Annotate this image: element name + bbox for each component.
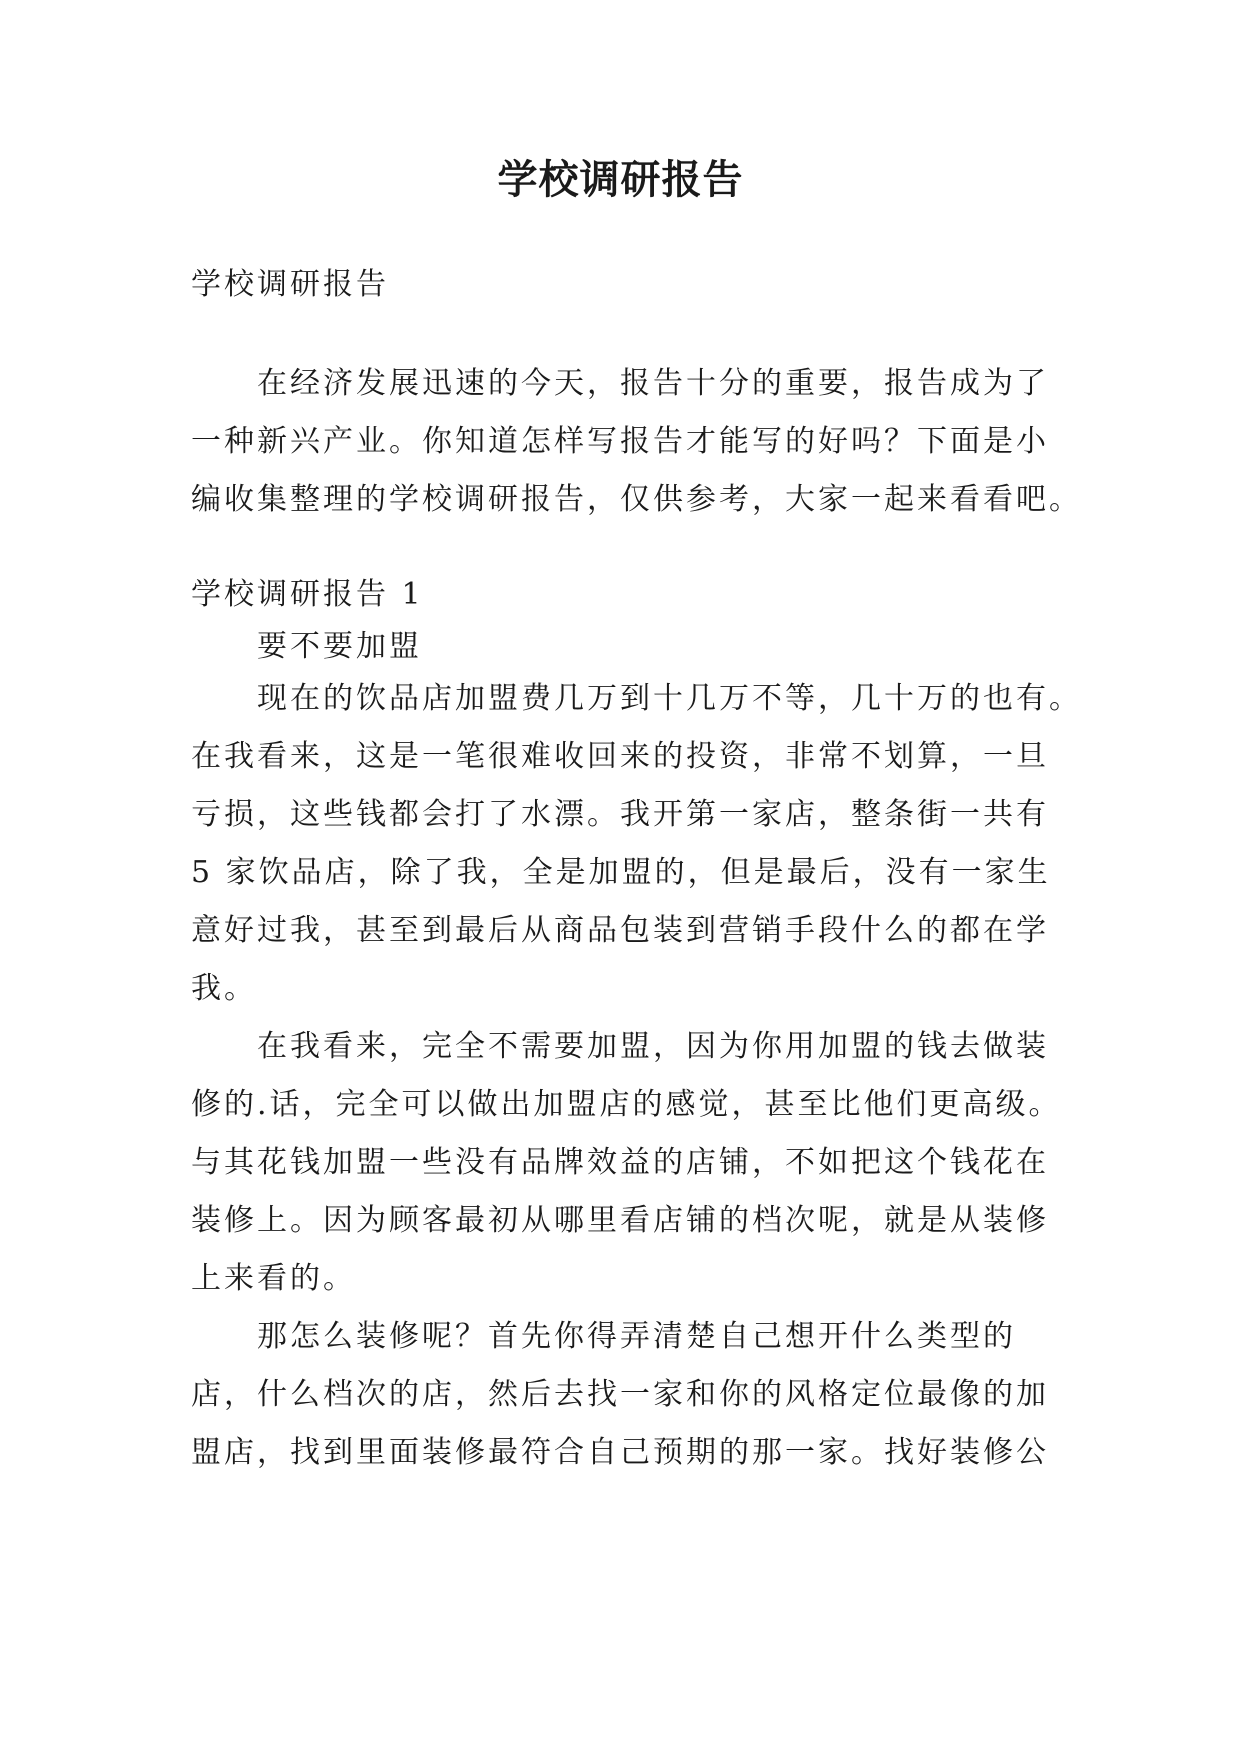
body-paragraph-2 (191, 1018, 1071, 1308)
intro-line: 一种新兴产业。你知道怎样写报告才能写的好吗？下面是小 (191, 424, 1049, 459)
paragraph-line: 在我看来，完全不需要加盟，因为你用加盟的钱去做装 (257, 1029, 1049, 1064)
paragraph-line: 现在的饮品店加盟费几万到十几万不等，几十万的也有。 (257, 681, 1082, 716)
paragraph-line: 在我看来，这是一笔很难收回来的投资，非常不划算，一旦 (191, 739, 1049, 774)
intro-paragraph (191, 355, 1082, 529)
paragraph-line: 修的.话，完全可以做出加盟店的感觉，甚至比他们更高级。 (191, 1087, 1062, 1122)
body-paragraph-3 (191, 1308, 1071, 1482)
section-subheading: 要不要加盟 (257, 629, 422, 664)
paragraph-line: 店，什么档次的店，然后去找一家和你的风格定位最像的加 (191, 1377, 1049, 1412)
document-subtitle: 学校调研报告 (191, 267, 389, 302)
section-heading: 学校调研报告 1 (191, 577, 424, 612)
body-paragraph-1 (191, 670, 1082, 1018)
paragraph-line: 上来看的。 (191, 1261, 356, 1296)
paragraph-line: 亏损，这些钱都会打了水漂。我开第一家店，整条街一共有 (191, 797, 1049, 832)
paragraph-line: 与其花钱加盟一些没有品牌效益的店铺，不如把这个钱花在 (191, 1145, 1049, 1180)
intro-line: 编收集整理的学校调研报告，仅供参考，大家一起来看看吧。 (191, 482, 1082, 517)
paragraph-line: 我。 (191, 971, 257, 1006)
paragraph-line: 装修上。因为顾客最初从哪里看店铺的档次呢，就是从装修 (191, 1203, 1049, 1238)
intro-line: 在经济发展迅速的今天，报告十分的重要，报告成为了 (257, 366, 1049, 401)
page-title: 学校调研报告 (497, 156, 744, 203)
paragraph-line: 那怎么装修呢？首先你得弄清楚自己想开什么类型的 (257, 1319, 1016, 1354)
paragraph-line: 意好过我，甚至到最后从商品包装到营销手段什么的都在学 (191, 913, 1049, 948)
paragraph-line: 盟店，找到里面装修最符合自己预期的那一家。找好装修公 (191, 1435, 1049, 1470)
paragraph-line: 5 家饮品店，除了我，全是加盟的，但是最后，没有一家生 (191, 855, 1051, 890)
